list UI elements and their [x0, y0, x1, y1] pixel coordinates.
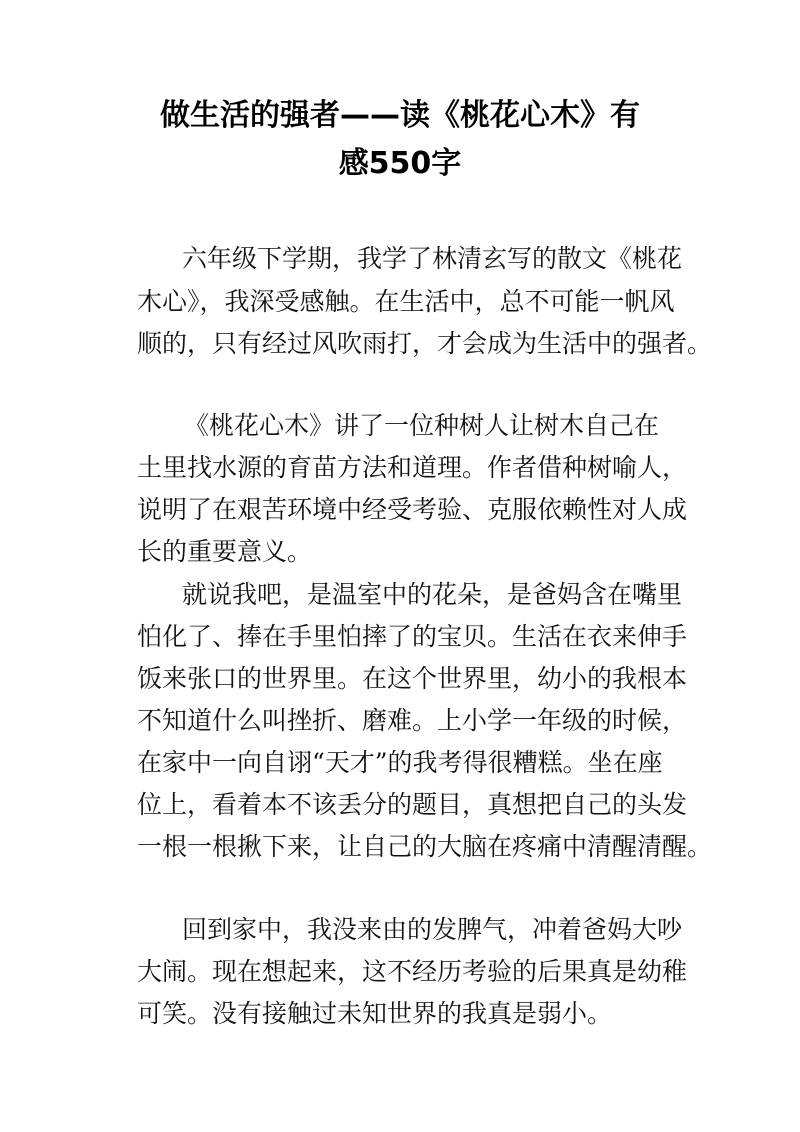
paragraph-line: 饭来张口的世界里。在这个世界里，幼小的我根本 [137, 664, 688, 693]
paragraph-line: 说明了在艰苦环境中经受考验、克服依赖性对人成 [137, 495, 688, 524]
paragraph-line: 六年级下学期，我学了林清玄写的散文《桃花 [182, 244, 683, 273]
paragraph-line: 不知道什么叫挫折、磨难。上小学一年级的时候， [137, 706, 688, 735]
paragraph-line: 《桃花心木》讲了一位种树人让树木自己在 [184, 411, 660, 440]
paragraph-line: 就说我吧，是温室中的花朵，是爸妈含在嘴里 [182, 580, 683, 609]
paragraph-line: 顺的，只有经过风吹雨打，才会成为生活中的强者。 [137, 329, 713, 358]
paragraph-line: 怕化了、捧在手里怕摔了的宝贝。生活在衣来伸手 [137, 622, 688, 651]
paragraph-line: 一根一根揪下来，让自己的大脑在疼痛中清醒清醒。 [137, 832, 713, 861]
paragraph-line: 位上，看着本不该丢分的题目，真想把自己的头发 [137, 790, 688, 819]
paragraph-line: 大闹。现在想起来，这不经历考验的后果真是幼稚 [137, 957, 688, 986]
paragraph-line: 回到家中，我没来由的发脾气，冲着爸妈大吵 [182, 915, 683, 944]
title-line-2: 感550字 [338, 146, 462, 181]
paragraph-line: 在家中一向自诩“天才”的我考得很糟糕。坐在座 [137, 748, 663, 777]
paragraph-line: 长的重要意义。 [137, 537, 313, 566]
paragraph-line: 可笑。没有接触过未知世界的我真是弱小。 [137, 999, 613, 1028]
document-title [120, 92, 680, 188]
title-line-1: 做生活的强者——读《桃花心木》有 [160, 98, 640, 133]
paragraph-line: 木心》，我深受感触。在生活中，总不可能一帆风 [137, 287, 675, 316]
paragraph-line: 土里找水源的育苗方法和道理。作者借种树喻人， [137, 453, 688, 482]
